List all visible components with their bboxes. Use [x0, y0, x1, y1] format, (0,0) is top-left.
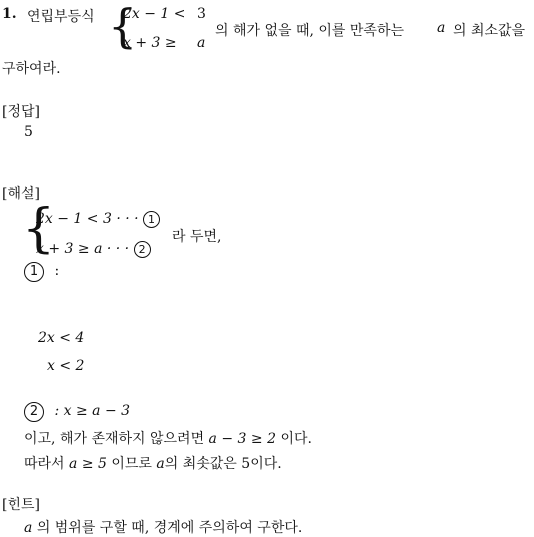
solution-line-b: [24, 453, 282, 473]
solution-line-b-math: a ≥ 5: [69, 456, 107, 472]
answer-value: 5: [24, 124, 33, 140]
problem-system-line1-lhs: 2x − 1 <: [123, 6, 186, 22]
solution-line-a-end: 이다.: [280, 431, 312, 447]
step1-colon: :: [54, 263, 60, 279]
problem-system-line2-lhs: x + 3 ≥: [123, 35, 177, 51]
solution-header: [해설]: [2, 186, 40, 202]
problem-system-line2-rhs: a: [197, 35, 206, 51]
solution-line-a-math: a − 3 ≥ 2: [208, 431, 276, 447]
solution-system-line2: [36, 241, 151, 258]
hint-line: [24, 517, 302, 537]
step2-label: [24, 402, 130, 422]
circled-one-marker: 1: [143, 211, 160, 228]
solution-system-line1: [36, 211, 160, 228]
solution-system-tail: 라 두면,: [172, 229, 222, 245]
step1-circled-one-marker: 1: [24, 262, 44, 282]
circled-two-marker: 2: [134, 241, 151, 258]
problem-lead-text: 연립부등식: [27, 9, 95, 25]
solution-system-brace: {: [22, 199, 56, 259]
problem-tail-variable: a: [437, 20, 446, 36]
step1-line2: x < 2: [47, 358, 85, 374]
solution-line-b-var: a: [156, 456, 165, 472]
hint-variable: a: [24, 520, 33, 536]
problem-system-brace: {: [108, 0, 138, 53]
solution-line-a-text: 이고, 해가 존재하지 않으려면: [24, 431, 205, 447]
problem-line2-text: 구하여라.: [2, 61, 61, 77]
solution-system-line1-text: 2x − 1 < 3 · · ·: [36, 211, 139, 227]
solution-line-b-start: 따라서: [24, 456, 65, 472]
problem-number: 1.: [2, 6, 17, 22]
step2-text: : x ≥ a − 3: [54, 403, 131, 419]
solution-system-line2-text: x + 3 ≥ a · · ·: [36, 241, 130, 257]
problem-tail-text: 의 해가 없을 때, 이를 만족하는: [215, 23, 404, 39]
problem-system-line1-rhs: 3: [197, 6, 206, 22]
answer-header: [정답]: [2, 104, 40, 120]
step2-circled-two-marker: 2: [24, 402, 44, 422]
problem-tail-end-text: 의 최소값을: [453, 23, 526, 39]
hint-header: [힌트]: [2, 497, 40, 513]
step1-label: [24, 262, 59, 282]
step1-line1: 2x < 4: [38, 330, 85, 346]
solution-line-b-end: 의 최솟값은 5이다.: [164, 456, 282, 472]
hint-text: 의 범위를 구할 때, 경계에 주의하여 구한다.: [36, 520, 303, 536]
solution-line-a: [24, 428, 312, 448]
solution-line-b-mid: 이므로: [111, 456, 152, 472]
